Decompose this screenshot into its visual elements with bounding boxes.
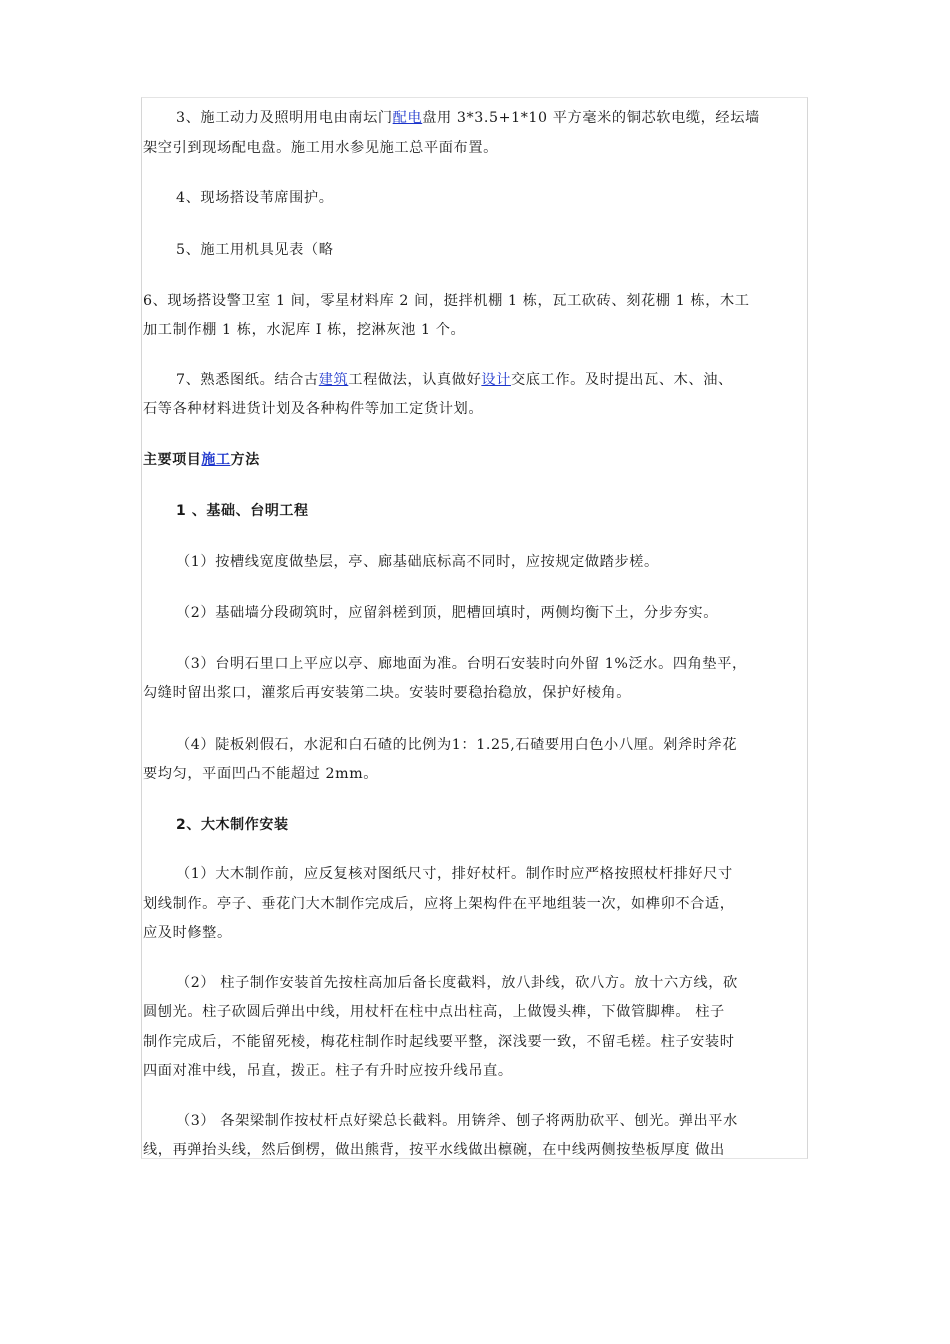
para-7-line-1: 7、熟悉图纸。结合古建筑工程做法，认真做好设计交底工作。及时提出瓦、木、油、 bbox=[176, 372, 733, 388]
foundation-item-1: （1）按槽线宽度做垫层，亭、廊基础底标高不同时，应按规定做踏步槎。 bbox=[176, 554, 659, 570]
para-3-line-1: 3、施工动力及照明用电由南坛门配电盘用 3*3.5+1*10 平方毫米的铜芯软电缆，经坛墙 bbox=[176, 110, 760, 126]
section-heading: 主要项目施工方法 bbox=[143, 452, 260, 468]
timber-item-2-line-1: （2） 柱子制作安装首先按柱高加后备长度截料，放八卦线，砍八方。放十六方线，砍 bbox=[176, 975, 738, 991]
timber-item-3-line-2: 线，再弹抬头线，然后倒楞，做出熊背，按平水线做出檩碗，在中线两侧按垫板厚度 做出 bbox=[143, 1142, 725, 1158]
timber-item-2-line-3: 制作完成后，不能留死棱，梅花柱制作时起线要平整，深浅要一致，不留毛槎。柱子安装时 bbox=[143, 1034, 735, 1050]
para-5: 5、施工用机具见表（略 bbox=[176, 242, 334, 258]
link-construction[interactable]: 施工 bbox=[201, 452, 231, 468]
timber-item-1-line-2: 划线制作。亭子、垂花门大木制作完成后，应将上架构件在平地组装一次，如榫卯不合适， bbox=[143, 896, 735, 912]
subheading-foundation: 1 、基础、台明工程 bbox=[176, 503, 309, 519]
link-power-distribution[interactable]: 配电 bbox=[392, 110, 423, 126]
foundation-item-4-line-1: （4）陡板剁假石，水泥和白石碴的比例为1：1.25,石碴要用白色小八厘。剁斧时斧花 bbox=[176, 737, 738, 753]
timber-item-2-line-2: 圆刨光。柱子砍圆后弹出中线，用杖杆在柱中点出柱高，上做馒头榫，下做管脚榫。 柱子 bbox=[143, 1004, 725, 1020]
timber-item-1-line-1: （1）大木制作前，应反复核对图纸尺寸，排好杖杆。制作时应严格按照杖杆排好尺寸 bbox=[176, 866, 733, 882]
foundation-item-3-line-1: （3）台明石里口上平应以亭、廊地面为准。台明石安装时向外留 1%泛水。四角垫平， bbox=[176, 656, 747, 672]
para-4: 4、现场搭设苇席围护。 bbox=[176, 190, 334, 206]
para-6-line-2: 加工制作棚 1 栋，水泥库 I 栋，挖淋灰池 1 个。 bbox=[143, 322, 466, 338]
foundation-item-2: （2）基础墙分段砌筑时，应留斜槎到顶，肥槽回填时，两侧均衡下土，分步夯实。 bbox=[176, 605, 718, 621]
timber-item-1-line-3: 应及时修整。 bbox=[143, 925, 232, 941]
link-design[interactable]: 设计 bbox=[481, 372, 511, 388]
timber-item-3-line-1: （3） 各架梁制作按杖杆点好梁总长截料。用锛斧、刨子将两肋砍平、刨光。弹出平水 bbox=[176, 1113, 738, 1129]
para-6-line-1: 6、现场搭设警卫室 1 间，零星材料库 2 间，挺拌机棚 1 栋，瓦工砍砖、刻花棚 1 栋，木工 bbox=[143, 293, 750, 309]
timber-item-2-line-4: 四面对准中线，吊直，拨正。柱子有升时应按升线吊直。 bbox=[143, 1063, 513, 1079]
foundation-item-4-line-2: 要均匀，平面凹凸不能超过 2mm。 bbox=[143, 766, 379, 782]
para-3-line-2: 架空引到现场配电盘。施工用水参见施工总平面布置。 bbox=[143, 140, 498, 156]
foundation-item-3-line-2: 勾缝时留出浆口，灌浆后再安装第二块。安装时要稳抬稳放，保护好棱角。 bbox=[143, 685, 631, 701]
link-architecture[interactable]: 建筑 bbox=[318, 372, 349, 388]
para-7-line-2: 石等各种材料进货计划及各种构件等加工定货计划。 bbox=[143, 401, 484, 417]
subheading-timber: 2、大木制作安装 bbox=[176, 817, 289, 833]
